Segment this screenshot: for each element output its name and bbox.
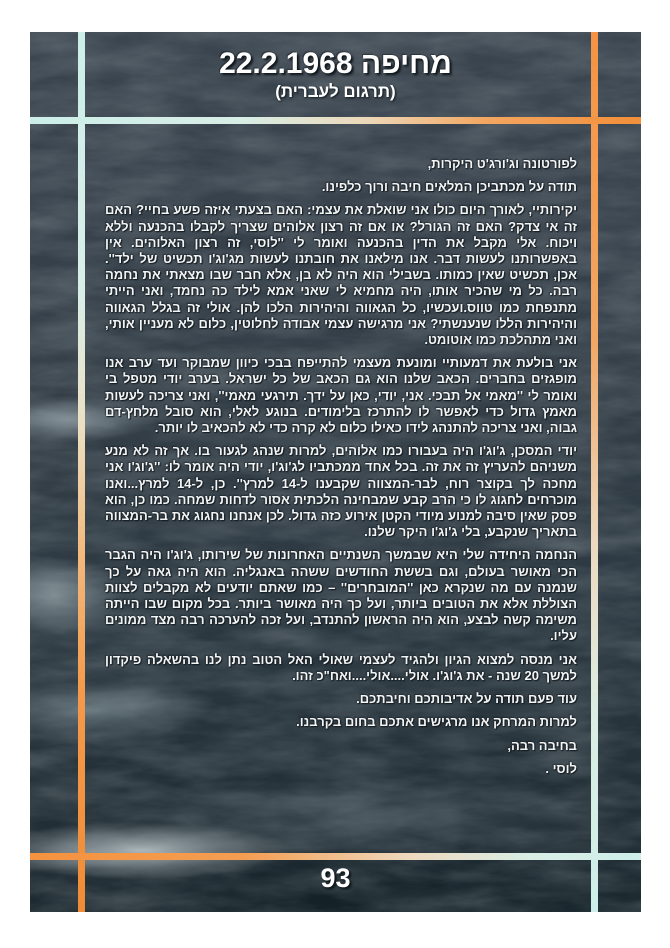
registration-line-right (591, 32, 598, 912)
sea-photo-background (30, 32, 641, 912)
letter-paragraph: הנחמה היחידה שלי היא שבמשך השנתיים האחרונות של שירותו, ג'וג'ו היה הגבר הכי מאושר בעולם, וגם בששת החודשים ששהה באנגליה. הוא היה גאה על כך שנמנה עם מה שנקרא כאן ''המובחרים'' – כמו שאתם יודעים לא מקבלים לצוות הצוללת אלא את הטובים ביותר, ועל כך היה מאושר ביותר. בכל מקום שבו הייתה משימה קשה לבצע, הוא היה הראשון להתנדב, ועל זכה להערכה רבה מצד ממונים עליו. (105, 547, 577, 644)
letter-signature: לוסי . (545, 760, 577, 776)
registration-line-top (30, 117, 641, 124)
registration-line-left (78, 32, 85, 912)
page-subtitle: (תרגום לעברית) (275, 82, 396, 101)
page-number: 93 (320, 863, 351, 893)
letter-body (105, 156, 577, 784)
page-title: מחיפה 22.2.1968 (219, 47, 452, 80)
letter-salutation: לפורטונה וג'ורג'ט היקרות, (427, 156, 577, 171)
letter-paragraph: יודי המסכן, ג'וג'ו היה בעבורו כמו אלוהים, למרות שנהג לגעור בו. אך זה לא מנע משניהם להעריץ זה את זה. בכל אחד ממכתביו לג'וג'ו, יודי היה אומר לו: ''ג'וג'ו אני מחכה לך בקוצר רוח, לבר-המצווה שקבענו ל-14 למרץ''. כן, ל-14 למרץ...ואנו מוכרחים לחגוג לו כי הרב קבע שמבחינה הלכתית אסור לדחות שמחה. כמו כן, הוא פסק שאין סיבה למנוע מיודי הקטן אירוע כזה גדול. לכן אנחנו נחגוג את בר-המצווה בתאריך שנקבע, בלי ג'וג'ו היקר שלנו. (105, 443, 577, 540)
letter-opening: תודה על מכתביכן המלאים חיבה ורוך כלפינו. (321, 179, 577, 195)
letter-paragraph: אני מנסה למצוא הגיון ולהגיד לעצמי שאולי האל הטוב נתן לנו בהשאלה פיקדון למשך 20 שנה - את ג'וג'ו. אולי....אולי....ואח"כ זהו. (105, 651, 577, 683)
page-header (30, 46, 641, 102)
registration-line-bottom (30, 853, 641, 860)
letter-paragraph: אני בולעת את דמעותיי ומונעת מעצמי להתייפח בבכי כיוון שמבוקר ועד ערב אנו מופגזים בחברים. הכאב שלנו הוא גם הכאב של כל ישראל. בערב יודי מטפל בי ואומר לי ''מאמי אל תבכי. אני, יודי, כאן על ידך. תירגעי מאמי'', ואני צריכה לעשות מאמץ גדול כדי לאפשר לו להתרכז בלימודים. בנוגע לאלי, הוא סובל מלחץ-דם גבוה, ואני צריכה להתנהג לידו כאילו כלום לא קרה כדי לא להכאיב לו יותר. (105, 355, 577, 436)
letter-signoff: בחיבה רבה, (507, 737, 577, 753)
letter-distance-line: למרות המרחק אנו מרגישים אתכם בחום בקרבנו. (296, 714, 577, 730)
letter-paragraph: יקירותיי, לאורך היום כולו אני שואלת את עצמי: האם בצעתי איזה פשע בחיי? האם זה אי צדק? האם זה הגורל? או אם זה רצון אלוהים שצריך לקבלו בהכנעה וללא ויכוח. אלי מקבל את הדין בהכנעה ואומר לי ''לוסי, זה רצון האלוהים. אין באפשרותנו לעשות דבר. אנו מילאנו את חובתנו לעשות מג'וג'ו תכשיט של ילד''. אכן, תכשיט שאין כמותו. בשבילי הוא היה לא בן, אלא חבר שבו מצאתי את נחמה רבה. כל מי שהכיר אותו, היה מחמיא לי שאני אמא לילד כה נחמד, ואני הייתי מתנפחת כמו טווס.ועכשיו, כל הגאווה והיהירות הלכו להן. אולי זה בגלל הגאווה והיהירות הללו שנענשתי? אני מרגישה עצמי אבודה לחלוטין, כלום לא מעניין אותי, ואני מתהלכת כמו אוטומט. (105, 202, 577, 348)
letter-thanks-line: עוד פעם תודה על אדיבותכם וחיבתכם. (356, 691, 577, 707)
